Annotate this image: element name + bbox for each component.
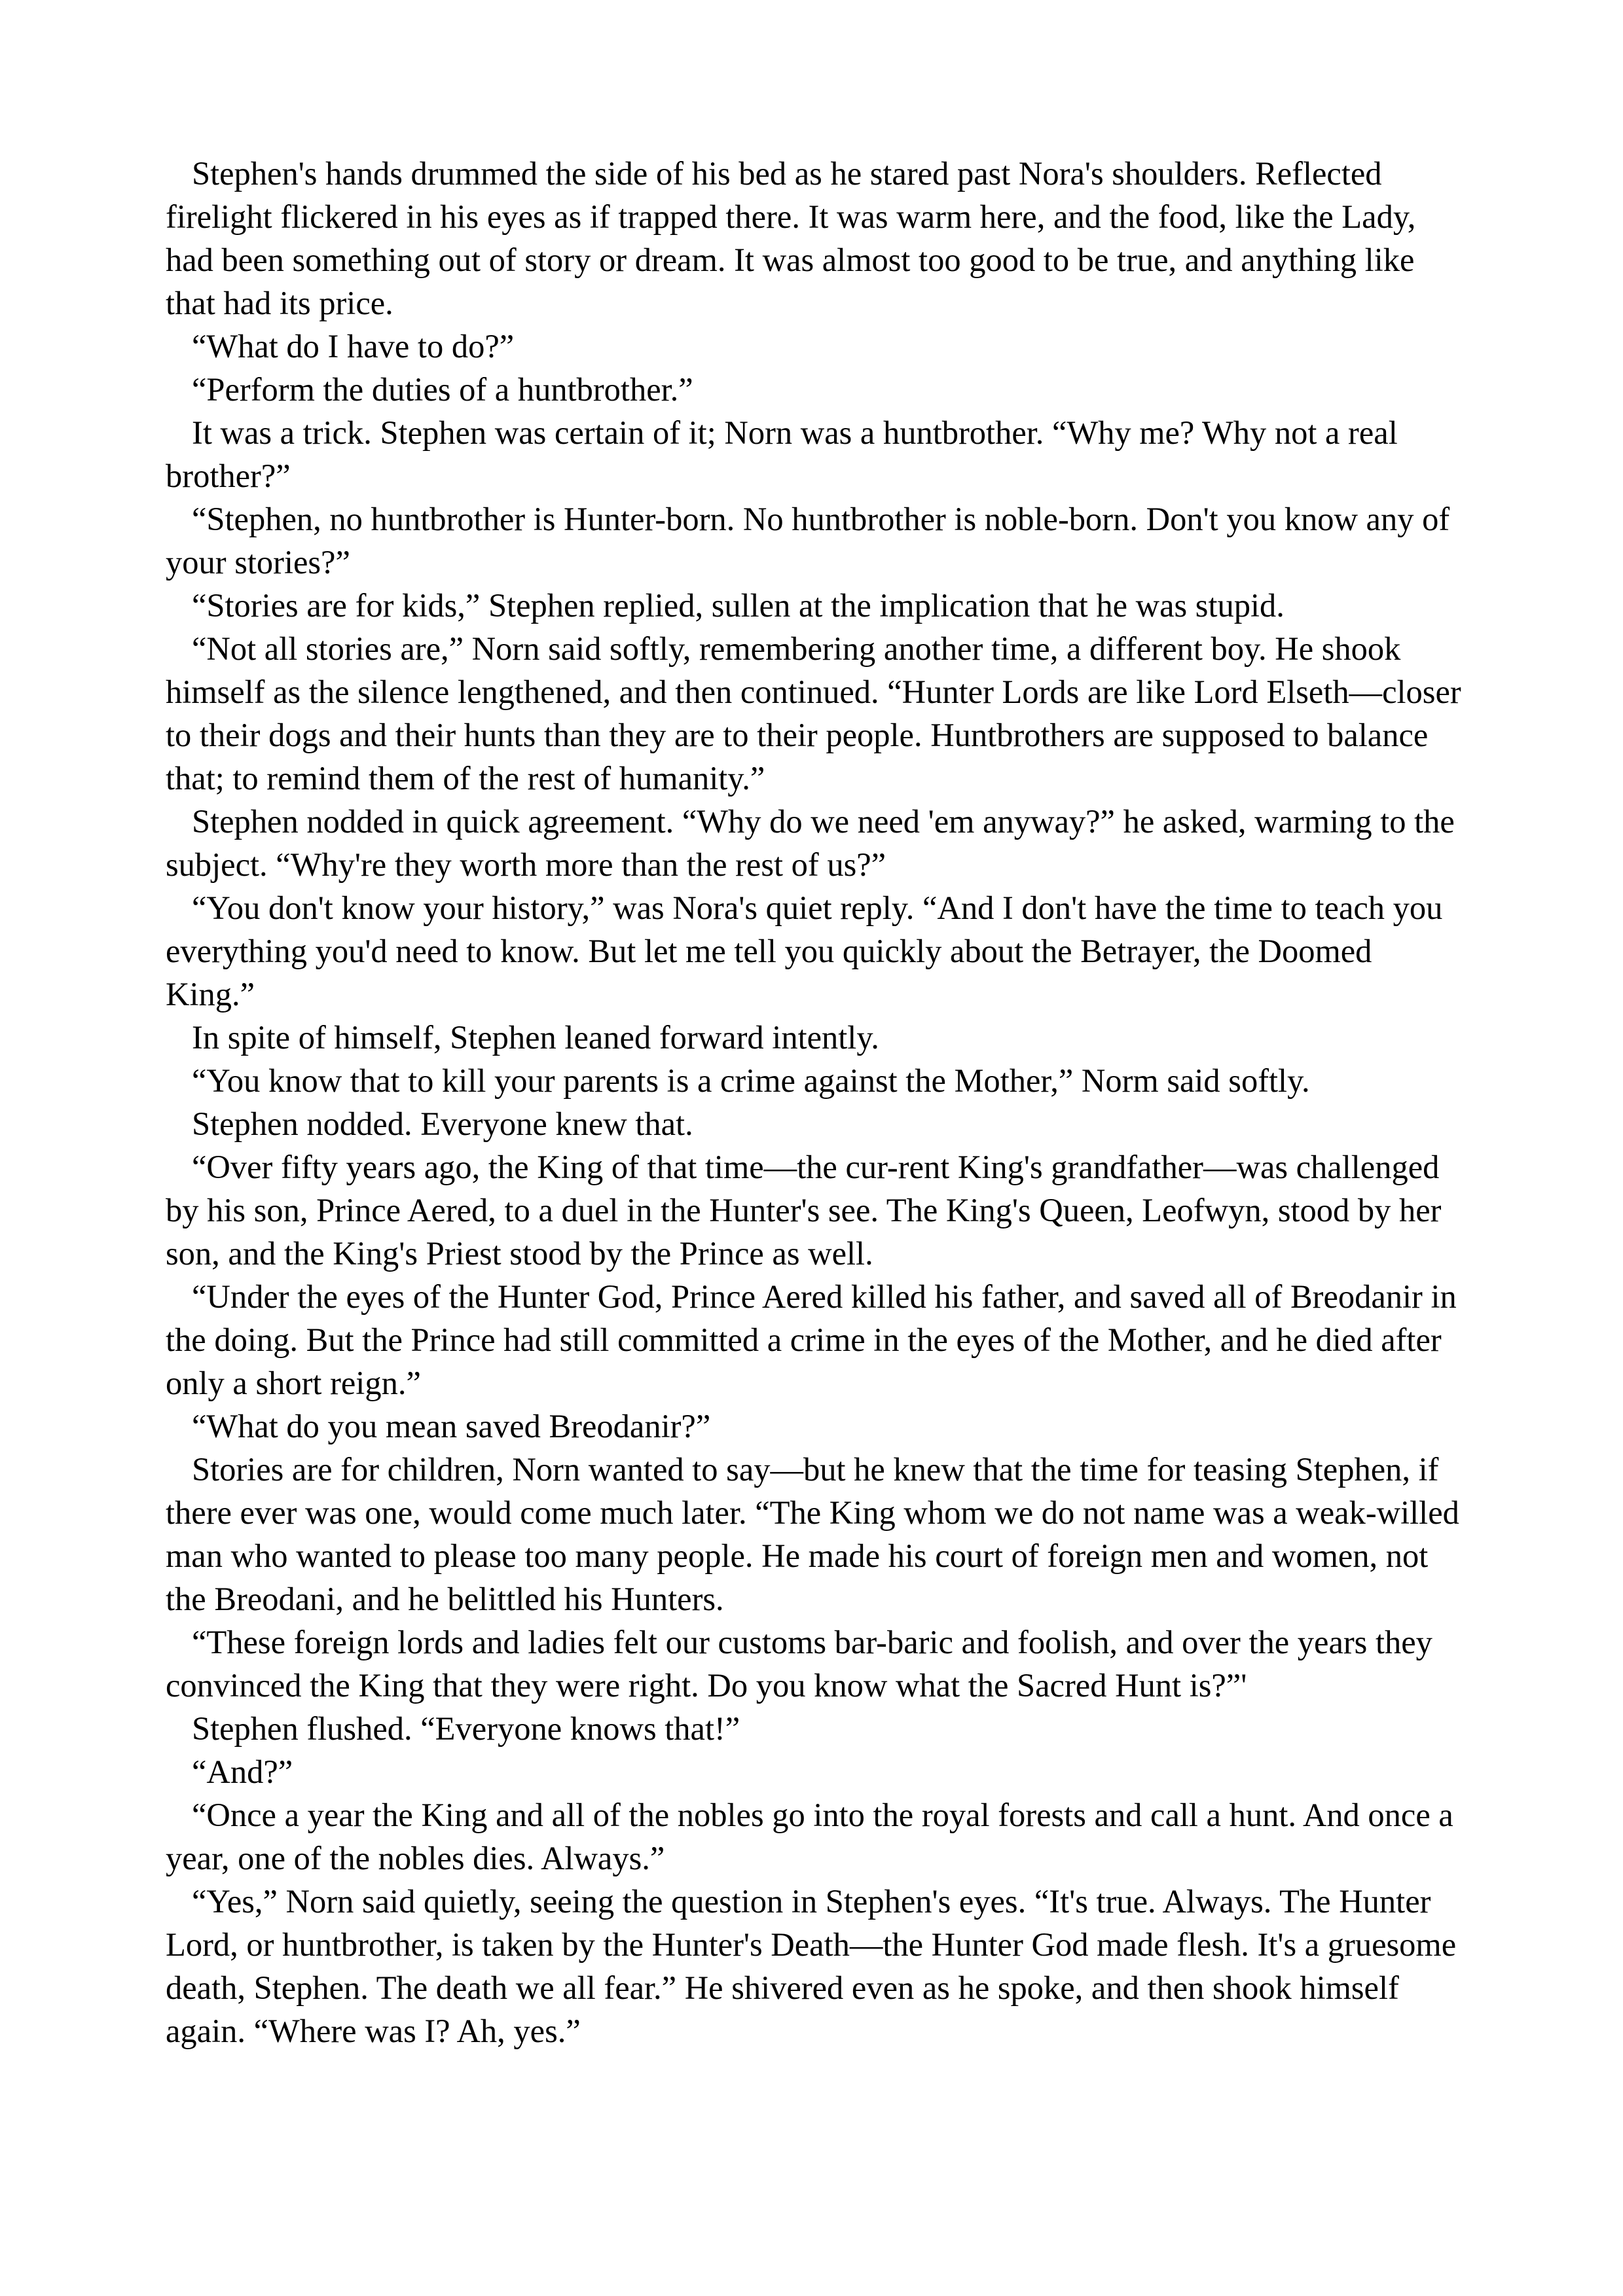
- paragraph: “Over fifty years ago, the King of that time—the cur-rent King's grandfather—was challenged by his son, Prince Aered, to a duel in the Hunter's see. The King's Queen, Leofwyn, stood by her son, and the King's Priest stood by the Prince as well.: [166, 1149, 1442, 1272]
- paragraph: “Perform the duties of a huntbrother.”: [192, 371, 693, 408]
- paragraph: “And?”: [192, 1753, 293, 1790]
- paragraph: “What do I have to do?”: [192, 328, 515, 365]
- paragraph: In spite of himself, Stephen leaned forward intently.: [192, 1019, 879, 1056]
- paragraph: “Stephen, no huntbrother is Hunter-born. No huntbrother is noble-born. Don't you know any of your stories?”: [166, 501, 1450, 581]
- paragraph: “These foreign lords and ladies felt our customs bar-baric and foolish, and over the years they convinced the King that they were right. Do you know what the Sacred Hunt is?”': [166, 1624, 1432, 1704]
- paragraph: Stories are for children, Norn wanted to say—but he knew that the time for teasing Stephen, if there ever was one, would come much later. “The King whom we do not name was a weak-willed man who wanted to please too many people. He made his court of foreign men and women, not the Breodani, and he belittled his Hunters.: [166, 1451, 1459, 1617]
- paragraph: “You don't know your history,” was Nora's quiet reply. “And I don't have the time to teach you everything you'd need to know. But let me tell you quickly about the Betrayer, the Doomed King.”: [166, 889, 1443, 1013]
- paragraph: Stephen nodded. Everyone knew that.: [192, 1105, 693, 1142]
- paragraph: It was a trick. Stephen was certain of it; Norn was a huntbrother. “Why me? Why not a real brother?”: [166, 414, 1398, 494]
- body-text: [166, 152, 1468, 2053]
- paragraph: “Under the eyes of the Hunter God, Prince Aered killed his father, and saved all of Breodanir in the doing. But the Prince had still committed a crime in the eyes of the Mother, and he died after only a short reign.”: [166, 1278, 1457, 1401]
- paragraph: Stephen flushed. “Everyone knows that!”: [192, 1710, 740, 1747]
- paragraph: Stephen's hands drummed the side of his bed as he stared past Nora's shoulders. Reflected firelight flickered in his eyes as if trapped there. It was warm here, and the food, like the Lady, had been something out of story or dream. It was almost too good to be true, and anything like that had its price.: [166, 155, 1416, 321]
- paragraph: “Once a year the King and all of the nobles go into the royal forests and call a hunt. And once a year, one of the nobles dies. Always.”: [166, 1797, 1453, 1876]
- paragraph: “Yes,” Norn said quietly, seeing the question in Stephen's eyes. “It's true. Always. The Hunter Lord, or huntbrother, is taken by the Hunter's Death—the Hunter God made flesh. It's a gruesome death, Stephen. The death we all fear.” He shivered even as he spoke, and then shook himself again. “Where was I? Ah, yes.”: [166, 1883, 1457, 2049]
- paragraph: “Stories are for kids,” Stephen replied, sullen at the implication that he was stupid.: [192, 587, 1285, 624]
- paragraph: Stephen nodded in quick agreement. “Why do we need 'em anyway?” he asked, warming to the subject. “Why're they worth more than the rest of us?”: [166, 803, 1455, 883]
- paragraph: “Not all stories are,” Norn said softly, remembering another time, a different boy. He shook himself as the silence lengthened, and then continued. “Hunter Lords are like Lord Elseth—closer to their dogs and their hunts than they are to their people. Huntbrothers are supposed to balance that; to remind them of the rest of humanity.”: [166, 630, 1461, 797]
- paragraph: “You know that to kill your parents is a crime against the Mother,” Norm said softly.: [192, 1062, 1310, 1099]
- paragraph: “What do you mean saved Breodanir?”: [192, 1408, 711, 1444]
